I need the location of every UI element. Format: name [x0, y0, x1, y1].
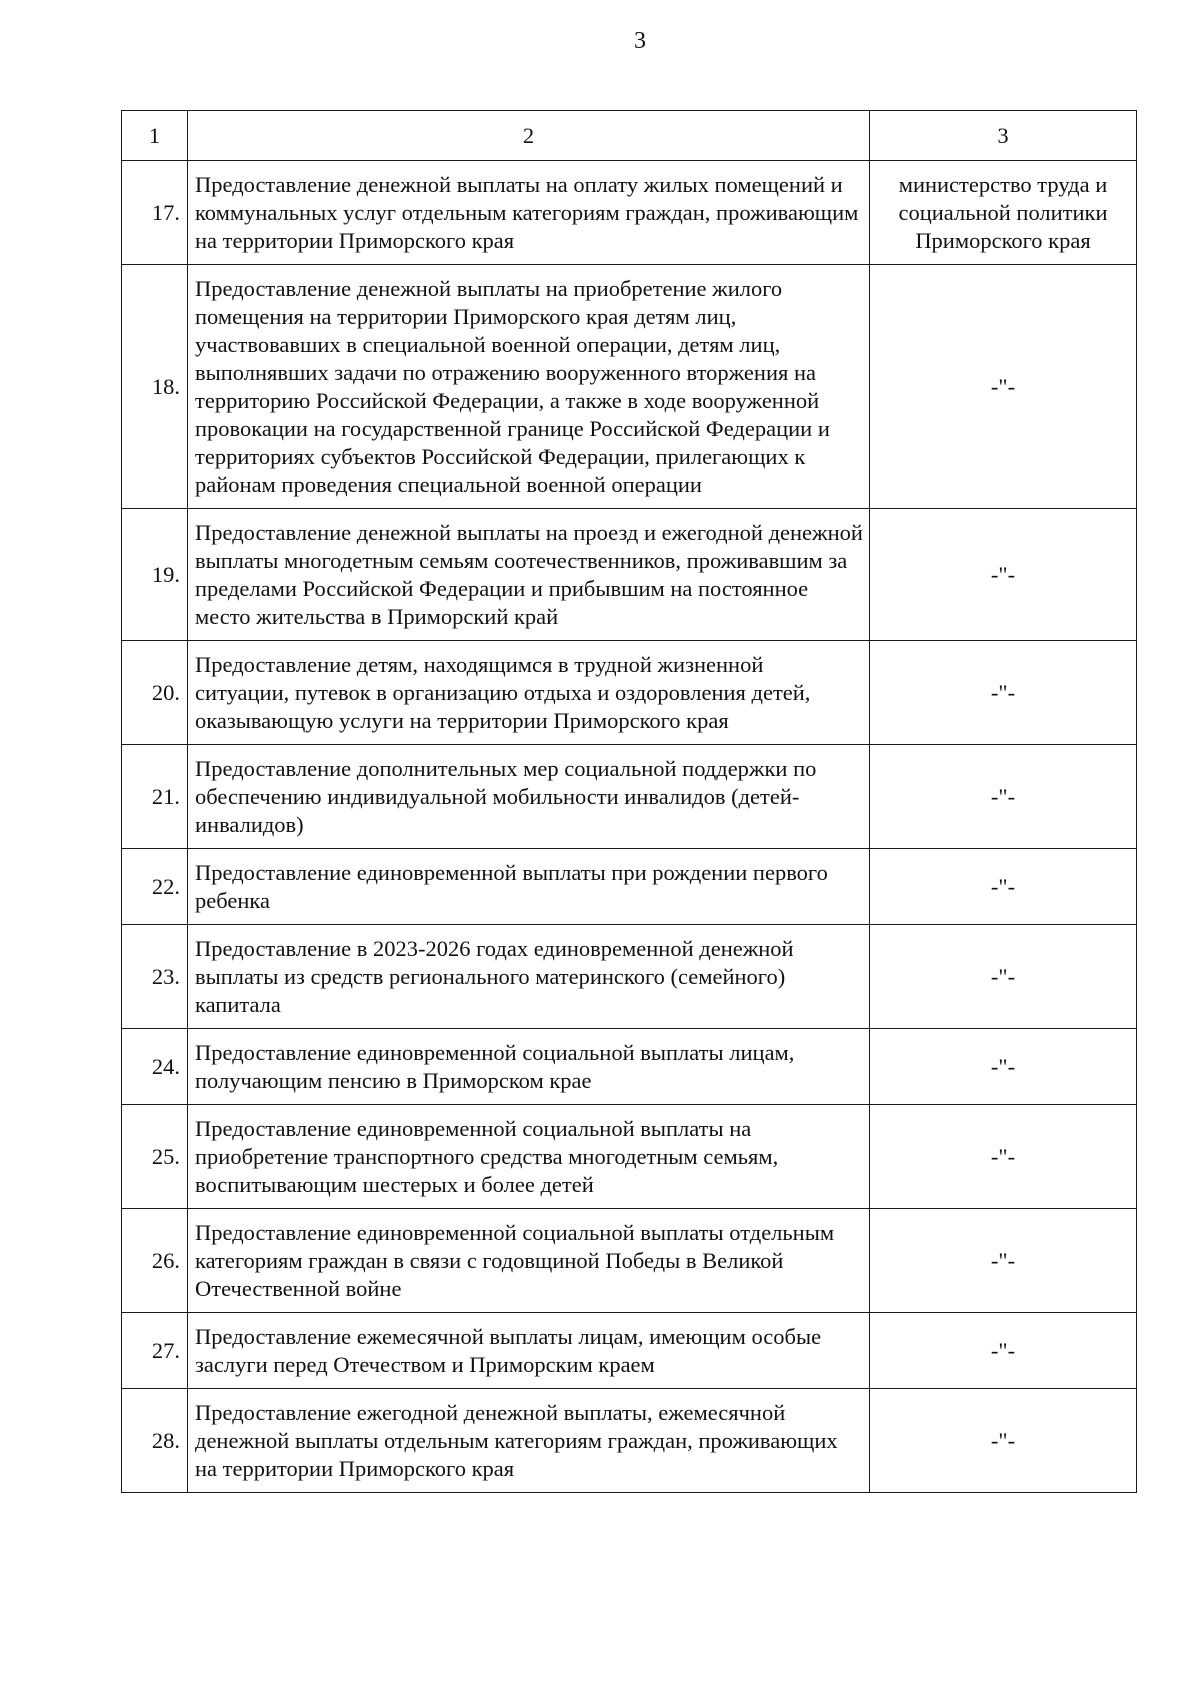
service-name: Предоставление единовременной социальной выплаты на приобретение транспортного средства многодетным семьям, воспитывающим шестерых и более детей: [188, 1105, 870, 1209]
table-row: [122, 1313, 1137, 1389]
table-row: [122, 925, 1137, 1029]
responsible-body: -"-: [870, 509, 1137, 641]
row-number: 21.: [122, 745, 188, 849]
service-name: Предоставление денежной выплаты на оплату жилых помещений и коммунальных услуг отдельным категориям граждан, проживающим на территории Приморского края: [188, 161, 870, 265]
service-name: Предоставление единовременной социальной выплаты лицам, получающим пенсию в Приморском крае: [188, 1029, 870, 1105]
responsible-body: министерство труда и социальной политики Приморского края: [870, 161, 1137, 265]
service-name: Предоставление денежной выплаты на приобретение жилого помещения на территории Приморского края детям лиц, участвовавших в специальной военной операции, детям лиц, выполнявших задачи по отражению вооруженного вторжения на территорию Российской Федерации, а также в ходе вооруженной провокации на государственной границе Российской Федерации и территориях субъектов Российской Федерации, прилегающих к районам проведения специальной военной операции: [188, 265, 870, 509]
service-name: Предоставление детям, находящимся в трудной жизненной ситуации, путевок в организацию отдыха и оздоровления детей, оказывающую услуги на территории Приморского края: [188, 641, 870, 745]
responsible-body: -"-: [870, 849, 1137, 925]
row-number: 23.: [122, 925, 188, 1029]
page-number: 3: [634, 28, 646, 54]
service-name: Предоставление ежемесячной выплаты лицам, имеющим особые заслуги перед Отечеством и Приморским краем: [188, 1313, 870, 1389]
service-name: Предоставление денежной выплаты на проезд и ежегодной денежной выплаты многодетным семьям соотечественников, проживавшим за пределами Российской Федерации и прибывшим на постоянное место жительства в Приморский край: [188, 509, 870, 641]
table-row: [122, 509, 1137, 641]
table-header-row: [122, 111, 1137, 161]
table-row: [122, 1209, 1137, 1313]
row-number: 25.: [122, 1105, 188, 1209]
responsible-body: -"-: [870, 1209, 1137, 1313]
row-number: 24.: [122, 1029, 188, 1105]
services-table: [121, 110, 1137, 1493]
service-name: Предоставление ежегодной денежной выплаты, ежемесячной денежной выплаты отдельным категориям граждан, проживающих на территории Приморского края: [188, 1389, 870, 1493]
responsible-body: -"-: [870, 265, 1137, 509]
responsible-body: -"-: [870, 925, 1137, 1029]
row-number: 19.: [122, 509, 188, 641]
service-name: Предоставление дополнительных мер социальной поддержки по обеспечению индивидуальной мобильности инвалидов (детей-инвалидов): [188, 745, 870, 849]
row-number: 17.: [122, 161, 188, 265]
responsible-body: -"-: [870, 641, 1137, 745]
row-number: 26.: [122, 1209, 188, 1313]
row-number: 28.: [122, 1389, 188, 1493]
row-number: 20.: [122, 641, 188, 745]
responsible-body: -"-: [870, 1313, 1137, 1389]
table-row: [122, 161, 1137, 265]
service-name: Предоставление единовременной социальной выплаты отдельным категориям граждан в связи с годовщиной Победы в Великой Отечественной войне: [188, 1209, 870, 1313]
row-number: 18.: [122, 265, 188, 509]
responsible-body: -"-: [870, 1105, 1137, 1209]
service-name: Предоставление в 2023-2026 годах единовременной денежной выплаты из средств регионального материнского (семейного) капитала: [188, 925, 870, 1029]
table-row: [122, 265, 1137, 509]
table-row: [122, 745, 1137, 849]
header-col-1: 1: [122, 111, 188, 161]
header-col-3: 3: [870, 111, 1137, 161]
row-number: 22.: [122, 849, 188, 925]
table-row: [122, 641, 1137, 745]
table-row: [122, 1389, 1137, 1493]
table-row: [122, 1029, 1137, 1105]
table-row: [122, 1105, 1137, 1209]
row-number: 27.: [122, 1313, 188, 1389]
header-col-2: 2: [188, 111, 870, 161]
responsible-body: -"-: [870, 1389, 1137, 1493]
table-row: [122, 849, 1137, 925]
responsible-body: -"-: [870, 1029, 1137, 1105]
service-name: Предоставление единовременной выплаты при рождении первого ребенка: [188, 849, 870, 925]
responsible-body: -"-: [870, 745, 1137, 849]
